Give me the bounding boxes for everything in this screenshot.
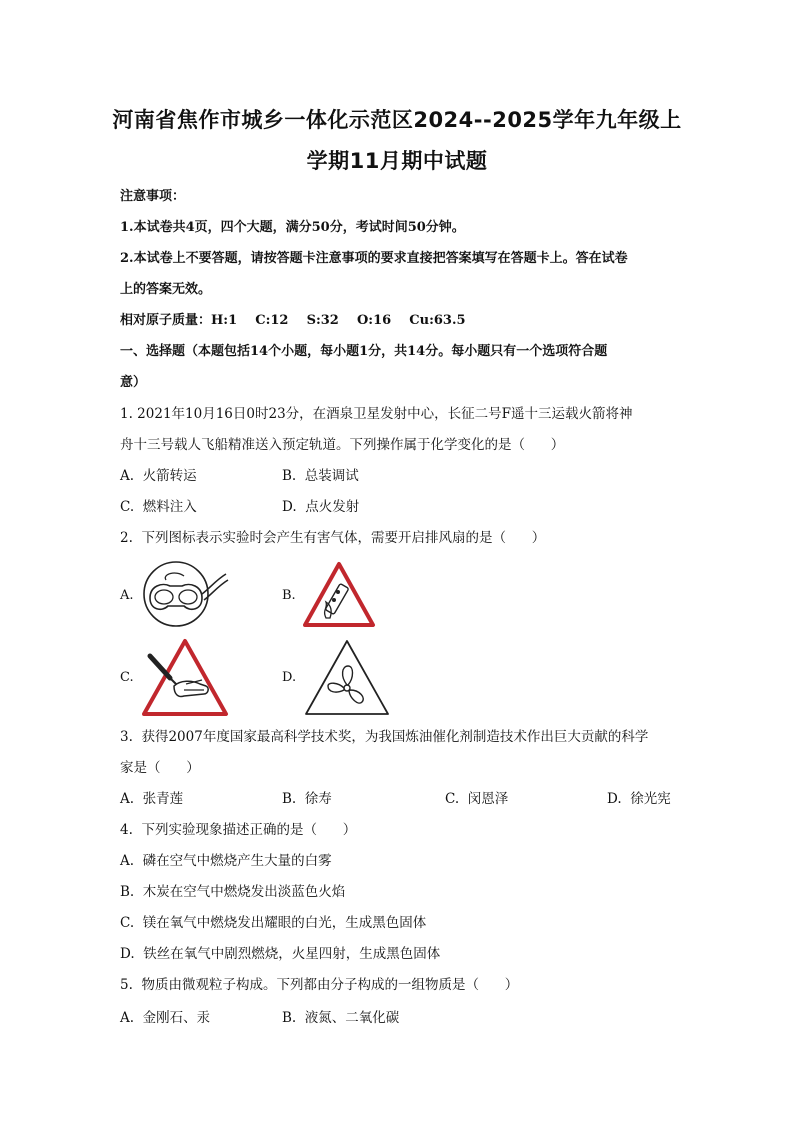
q5-option-a[interactable]: A. 金刚石、汞: [120, 1010, 211, 1026]
exam-title-line2: 学期11月期中试题: [306, 149, 488, 173]
q4-option-b[interactable]: B. 木炭在空气中燃烧发出淡蓝色火焰: [120, 884, 346, 900]
q3-option-c[interactable]: C. 闵恩泽: [445, 791, 509, 807]
q1-stem-line2: 舟十三号载人飞船精准送入预定轨道。下列操作属于化学变化的是（ ）: [120, 437, 565, 453]
q4-option-d[interactable]: D. 铁丝在氧气中剧烈燃烧，火星四射，生成黑色固体: [120, 946, 441, 962]
q4-option-c[interactable]: C. 镁在氧气中燃烧发出耀眼的白光，生成黑色固体: [120, 915, 427, 931]
q1-option-c[interactable]: C. 燃料注入: [120, 499, 197, 515]
q3-option-a[interactable]: A. 张青莲: [120, 791, 184, 807]
q3-option-d[interactable]: D. 徐光宪: [607, 791, 671, 807]
q2-option-c-label[interactable]: C.: [120, 670, 134, 685]
notice-item-2a: 2.本试卷上不要答题，请按答题卡注意事项的要求直接把答案填写在答题卡上。答在试卷: [120, 251, 628, 266]
q4-option-a[interactable]: A. 磷在空气中燃烧产生大量的白雾: [120, 853, 332, 869]
q1-option-b[interactable]: B. 总装调试: [282, 468, 359, 484]
q2-option-d-label[interactable]: D.: [282, 670, 297, 685]
q3-option-b[interactable]: B. 徐寿: [282, 791, 332, 807]
q1-option-a[interactable]: A. 火箭转运: [120, 468, 197, 484]
q1-stem-line1: 1. 2021年10月16日0时23分，在酒泉卫星发射中心，长征二号F遥十三运载火箭将神: [120, 406, 633, 422]
notice-item-1: 1.本试卷共4页，四个大题，满分50分，考试时间50分钟。: [120, 220, 465, 235]
q1-option-d[interactable]: D. 点火发射: [282, 499, 360, 515]
q3-stem-line1: 3. 获得2007年度国家最高科学技术奖，为我国炼油催化剂制造技术作出巨大贡献的科学: [120, 729, 649, 745]
section1-heading-line1: 一、选择题（本题包括14个小题，每小题1分，共14分。每小题只有一个选项符合题: [120, 344, 608, 359]
q4-stem: 4. 下列实验现象描述正确的是（ ）: [120, 822, 357, 838]
notice-item-2b: 上的答案无效。: [120, 282, 212, 297]
q3-stem-line2: 家是（ ）: [120, 760, 200, 776]
exam-title-line1: 河南省焦作市城乡一体化示范区2024--2025学年九年级上: [112, 108, 682, 132]
flame-hazard-icon[interactable]: [302, 560, 376, 628]
q5-stem: 5. 物质由微观粒子构成。下列都由分子构成的一组物质是（ ）: [120, 977, 519, 993]
sharp-object-hazard-icon[interactable]: [140, 636, 230, 718]
goggles-icon[interactable]: [140, 560, 230, 628]
fan-icon[interactable]: [302, 636, 392, 718]
q2-option-b-label[interactable]: B.: [282, 588, 296, 603]
q5-option-b[interactable]: B. 液氮、二氧化碳: [282, 1010, 400, 1026]
q2-stem: 2. 下列图标表示实验时会产生有害气体，需要开启排风扇的是（ ）: [120, 530, 546, 546]
notice-heading: 注意事项：: [120, 189, 186, 204]
q2-option-a-label[interactable]: A.: [120, 588, 134, 603]
section1-heading-line2: 意）: [120, 375, 147, 390]
atomic-mass: 相对原子质量：H:1 C:12 S:32 O:16 Cu:63.5: [120, 313, 466, 328]
